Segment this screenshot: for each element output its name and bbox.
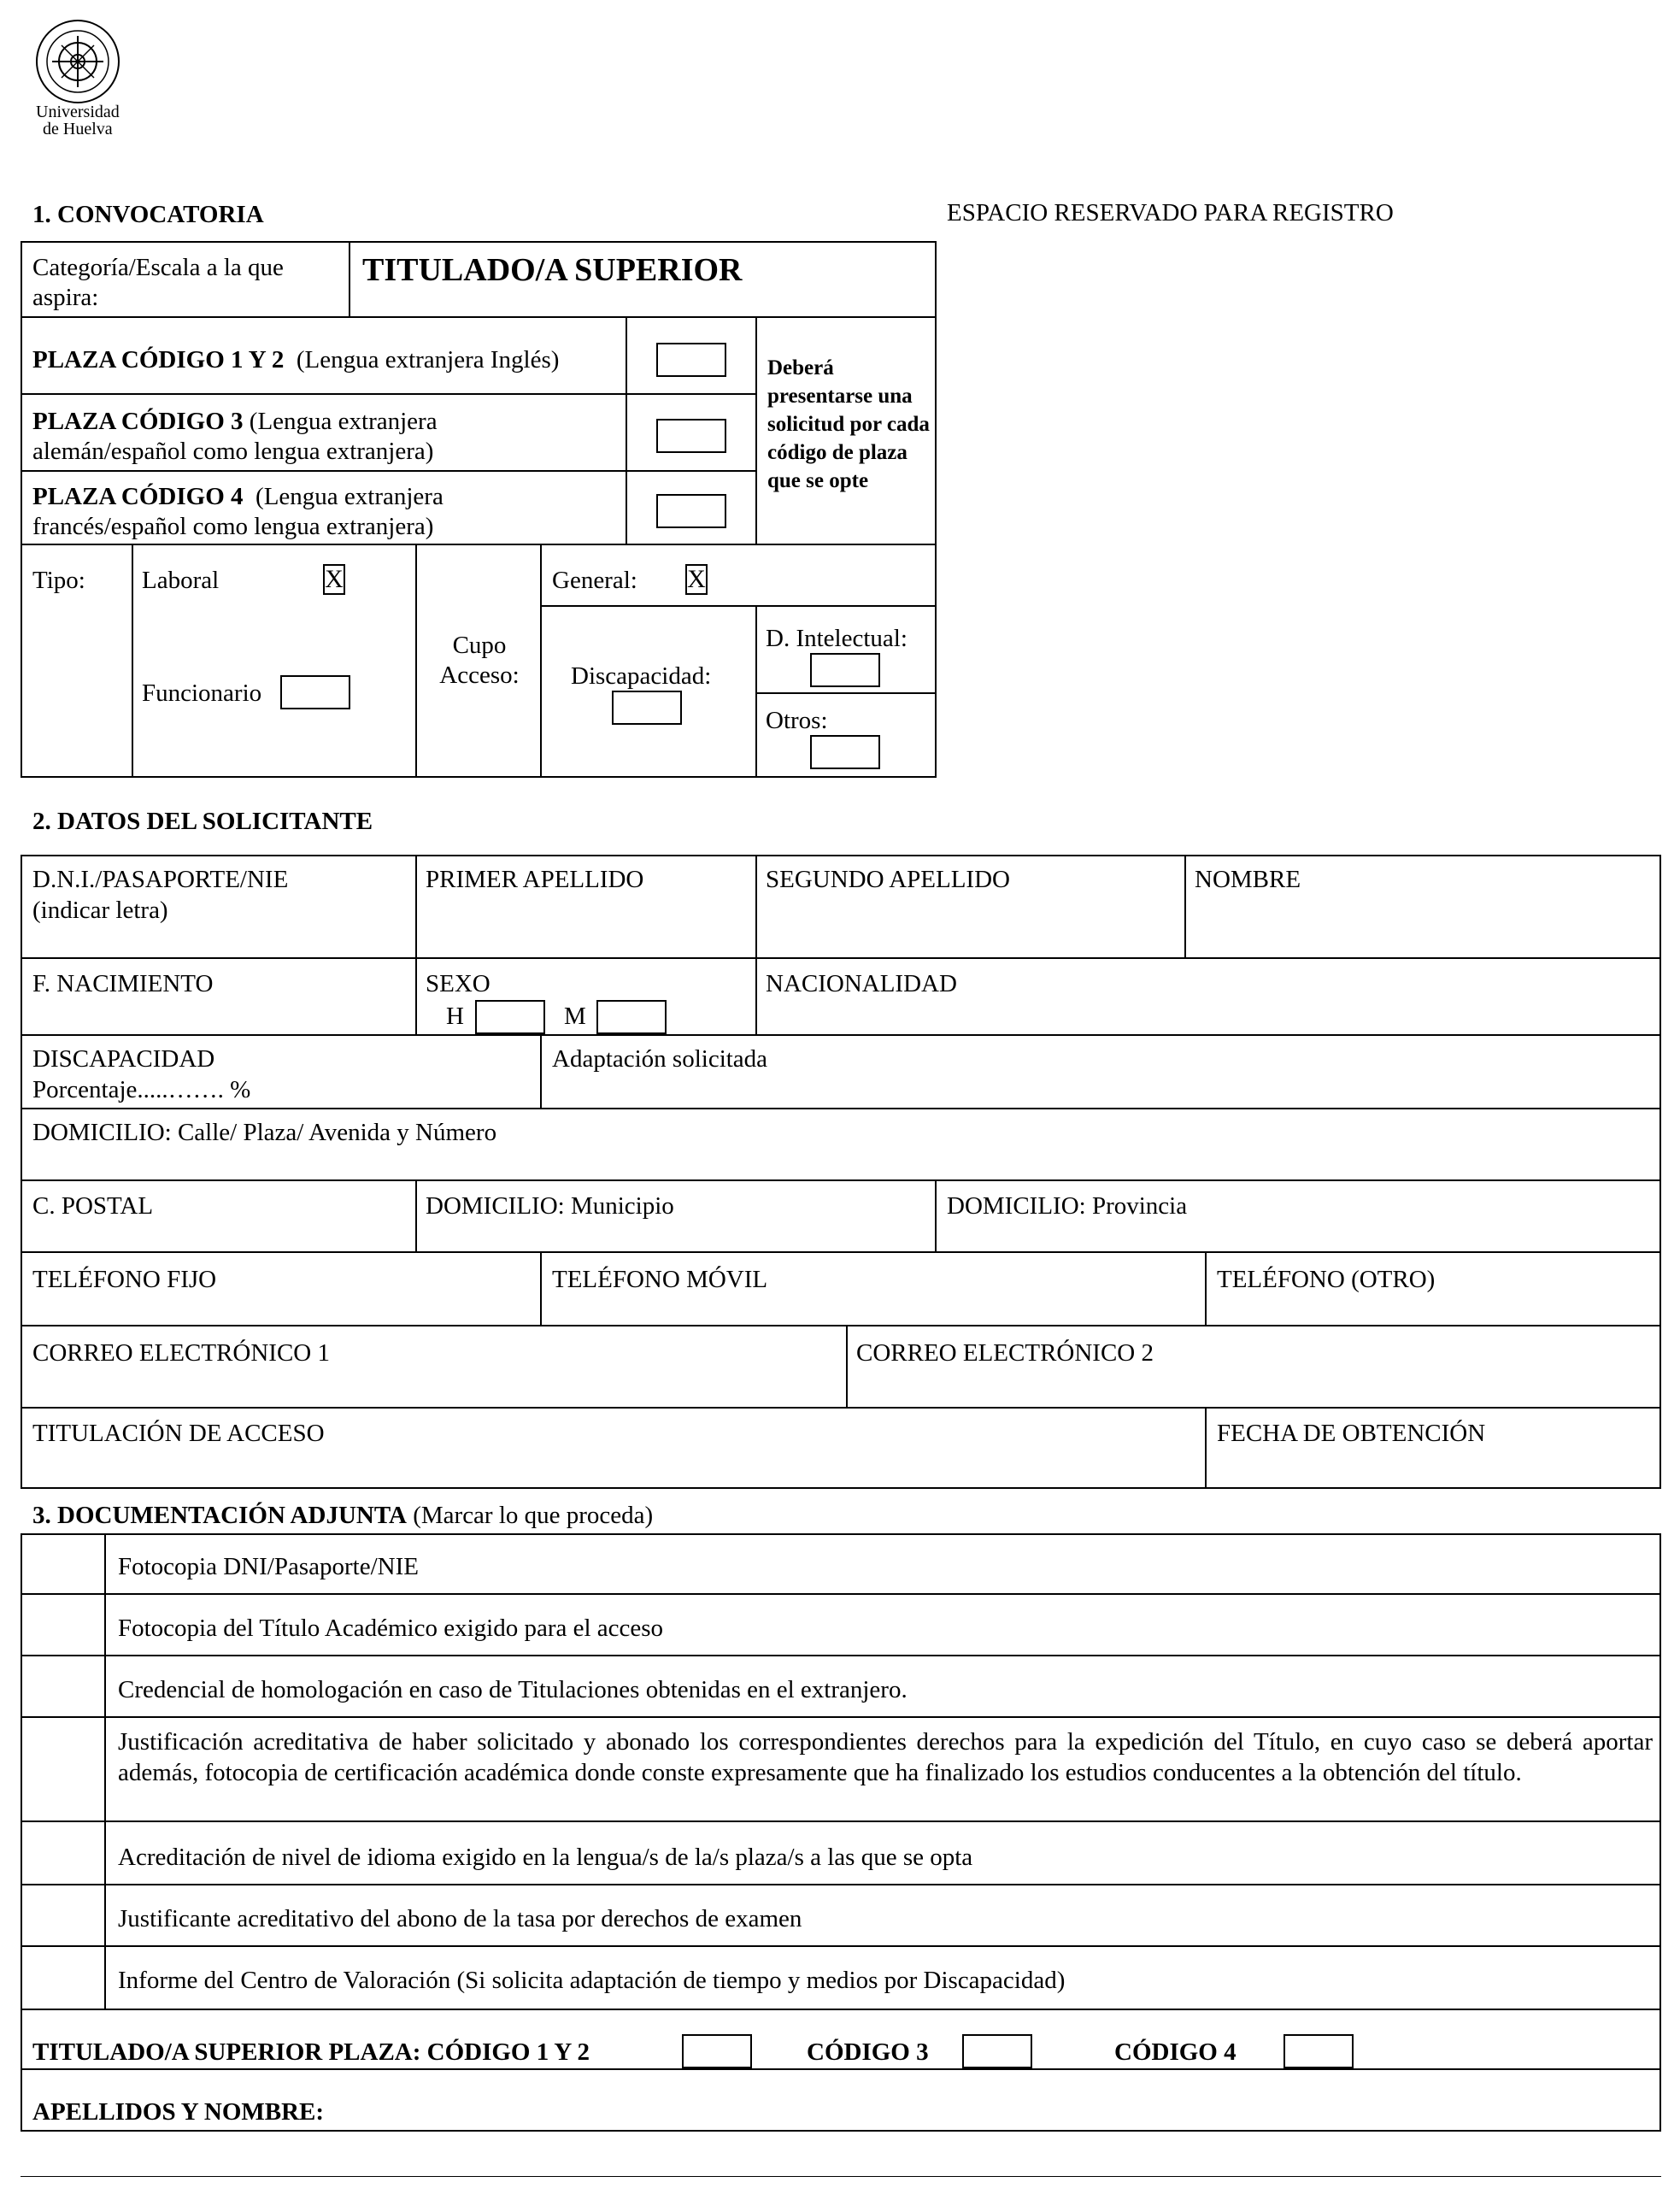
doc-checkbox-7[interactable] — [22, 1947, 104, 2009]
doc-checkbox-5[interactable] — [22, 1822, 104, 1884]
nacimiento-label: F. NACIMIENTO — [32, 970, 214, 997]
section3-note: (Marcar lo que proceda) — [413, 1502, 654, 1529]
municipio-label: DOMICILIO: Municipio — [426, 1192, 674, 1220]
otros-label: Otros: — [766, 707, 828, 734]
bottom-divider — [21, 2176, 1661, 2177]
logo-text-line2: de Huelva — [43, 120, 113, 138]
otros-checkbox[interactable] — [810, 735, 880, 769]
footer-codigo12-checkbox[interactable] — [682, 2034, 752, 2068]
category-label: Categoría/Escala a la que aspira: — [32, 254, 284, 311]
general-checkbox[interactable]: X — [685, 564, 708, 595]
domicilio-label: DOMICILIO: Calle/ Plaza/ Avenida y Número — [32, 1119, 497, 1146]
registry-reserved-label: ESPACIO RESERVADO PARA REGISTRO — [947, 199, 1394, 226]
doc-item: Acreditación de nivel de idioma exigido en la lengua/s de la/s plaza/s a las que se opta — [118, 1844, 973, 1871]
logo-text-line1: Universidad — [36, 103, 120, 121]
dni-sub-label: (indicar letra) — [32, 897, 168, 924]
discapacidad-checkbox[interactable] — [612, 691, 682, 725]
doc-checkbox-4[interactable] — [22, 1718, 104, 1820]
intelectual-checkbox[interactable] — [810, 653, 880, 687]
intelectual-label: D. Intelectual: — [766, 625, 908, 652]
university-seal-icon — [31, 17, 125, 107]
doc-item: Fotocopia del Título Académico exigido para el acceso — [118, 1615, 664, 1642]
plaza-3-checkbox[interactable] — [656, 419, 726, 453]
doc-checkbox-2[interactable] — [22, 1595, 104, 1655]
telefono-fijo-label: TELÉFONO FIJO — [32, 1266, 217, 1293]
titulacion-label: TITULACIÓN DE ACCESO — [32, 1420, 325, 1447]
footer-apellidos-label: APELLIDOS Y NOMBRE: — [32, 2098, 325, 2126]
footer-codigo3-checkbox[interactable] — [962, 2034, 1032, 2068]
segundo-apellido-label: SEGUNDO APELLIDO — [766, 866, 1010, 893]
university-logo — [31, 17, 125, 145]
laboral-checkbox[interactable]: X — [323, 564, 345, 595]
section3-heading — [32, 1501, 653, 1531]
discapacidad-cupo-label: Discapacidad: — [571, 662, 712, 690]
primer-apellido-label: PRIMER APELLIDO — [426, 866, 644, 893]
doc-item: Justificante acreditativo del abono de la tasa por derechos de examen — [118, 1905, 802, 1932]
cupo-acceso-label: Cupo Acceso: — [439, 632, 520, 689]
telefono-movil-label: TELÉFONO MÓVIL — [552, 1266, 768, 1293]
sexo-label: SEXO — [426, 970, 490, 997]
plaza-desc: (Lengua extranjera Inglés) — [296, 346, 560, 374]
laboral-label: Laboral — [142, 567, 220, 594]
footer-codigo4-label: CÓDIGO 4 — [1114, 2038, 1237, 2066]
email1-label: CORREO ELECTRÓNICO 1 — [32, 1339, 330, 1367]
plaza-code: PLAZA CÓDIGO 3 — [32, 408, 244, 435]
tipo-label: Tipo: — [32, 567, 85, 594]
section3-title: 3. DOCUMENTACIÓN ADJUNTA — [32, 1502, 407, 1529]
solicitante-table — [21, 855, 1661, 1489]
funcionario-checkbox[interactable] — [280, 675, 350, 709]
plaza-desc: (Lengua extranjera francés/español como lengua extranjera) — [32, 483, 443, 540]
plaza-row-2 — [32, 407, 511, 467]
plaza-note: Deberá presentarse una solicitud por cada código de plaza que se opte — [767, 356, 930, 492]
email2-label: CORREO ELECTRÓNICO 2 — [856, 1339, 1154, 1367]
provincia-label: DOMICILIO: Provincia — [947, 1192, 1188, 1220]
telefono-otro-label: TELÉFONO (OTRO) — [1217, 1266, 1436, 1293]
nacionalidad-label: NACIONALIDAD — [766, 970, 957, 997]
sexo-m-label: M — [564, 1003, 586, 1030]
sexo-m-checkbox[interactable] — [596, 1000, 667, 1034]
discapacidad-label: DISCAPACIDAD — [32, 1045, 215, 1073]
doc-item: Justificación acreditativa de haber solicitado y abonado los correspondientes derechos para la expedición del Título, en cuyo caso se deberá aportar además, fotocopia de certificación académica donde conste expresamente que ha finalizado los estudios conducentes a la obtención del título. — [118, 1728, 1653, 1786]
doc-item: Informe del Centro de Valoración (Si solicita adaptación de tiempo y medios por Discapacidad) — [118, 1967, 1066, 1994]
funcionario-label: Funcionario — [142, 679, 262, 707]
porcentaje-label: Porcentaje.....……. % — [32, 1076, 251, 1103]
category-value: TITULADO/A SUPERIOR — [362, 252, 743, 288]
cpostal-label: C. POSTAL — [32, 1192, 154, 1220]
section2-title: 2. DATOS DEL SOLICITANTE — [32, 808, 373, 835]
fecha-obtencion-label: FECHA DE OBTENCIÓN — [1217, 1420, 1486, 1447]
plaza-row-3 — [32, 482, 511, 542]
plaza-desc: (Lengua extranjera alemán/español como lengua extranjera) — [32, 408, 438, 465]
footer-plaza-label: TITULADO/A SUPERIOR PLAZA: CÓDIGO 1 Y 2 — [32, 2038, 590, 2066]
doc-checkbox-6[interactable] — [22, 1885, 104, 1945]
plaza-4-checkbox[interactable] — [656, 494, 726, 528]
doc-checkbox-1[interactable] — [22, 1535, 104, 1593]
adaptacion-label: Adaptación solicitada — [552, 1045, 768, 1073]
plaza-code: PLAZA CÓDIGO 1 Y 2 — [32, 346, 285, 374]
dni-label: D.N.I./PASAPORTE/NIE — [32, 866, 289, 893]
general-label: General: — [552, 567, 637, 594]
nombre-label: NOMBRE — [1195, 866, 1301, 893]
doc-item: Credencial de homologación en caso de Titulaciones obtenidas en el extranjero. — [118, 1676, 908, 1703]
section1-title: 1. CONVOCATORIA — [32, 201, 264, 228]
plaza-1-checkbox[interactable] — [656, 343, 726, 377]
footer-codigo4-checkbox[interactable] — [1283, 2034, 1354, 2068]
sexo-h-label: H — [446, 1003, 464, 1030]
footer-codigo3-label: CÓDIGO 3 — [807, 2038, 929, 2066]
doc-item: Fotocopia DNI/Pasaporte/NIE — [118, 1553, 419, 1580]
doc-checkbox-3[interactable] — [22, 1656, 104, 1716]
sexo-h-checkbox[interactable] — [475, 1000, 545, 1034]
plaza-row-1 — [32, 345, 622, 375]
plaza-code: PLAZA CÓDIGO 4 — [32, 483, 244, 510]
